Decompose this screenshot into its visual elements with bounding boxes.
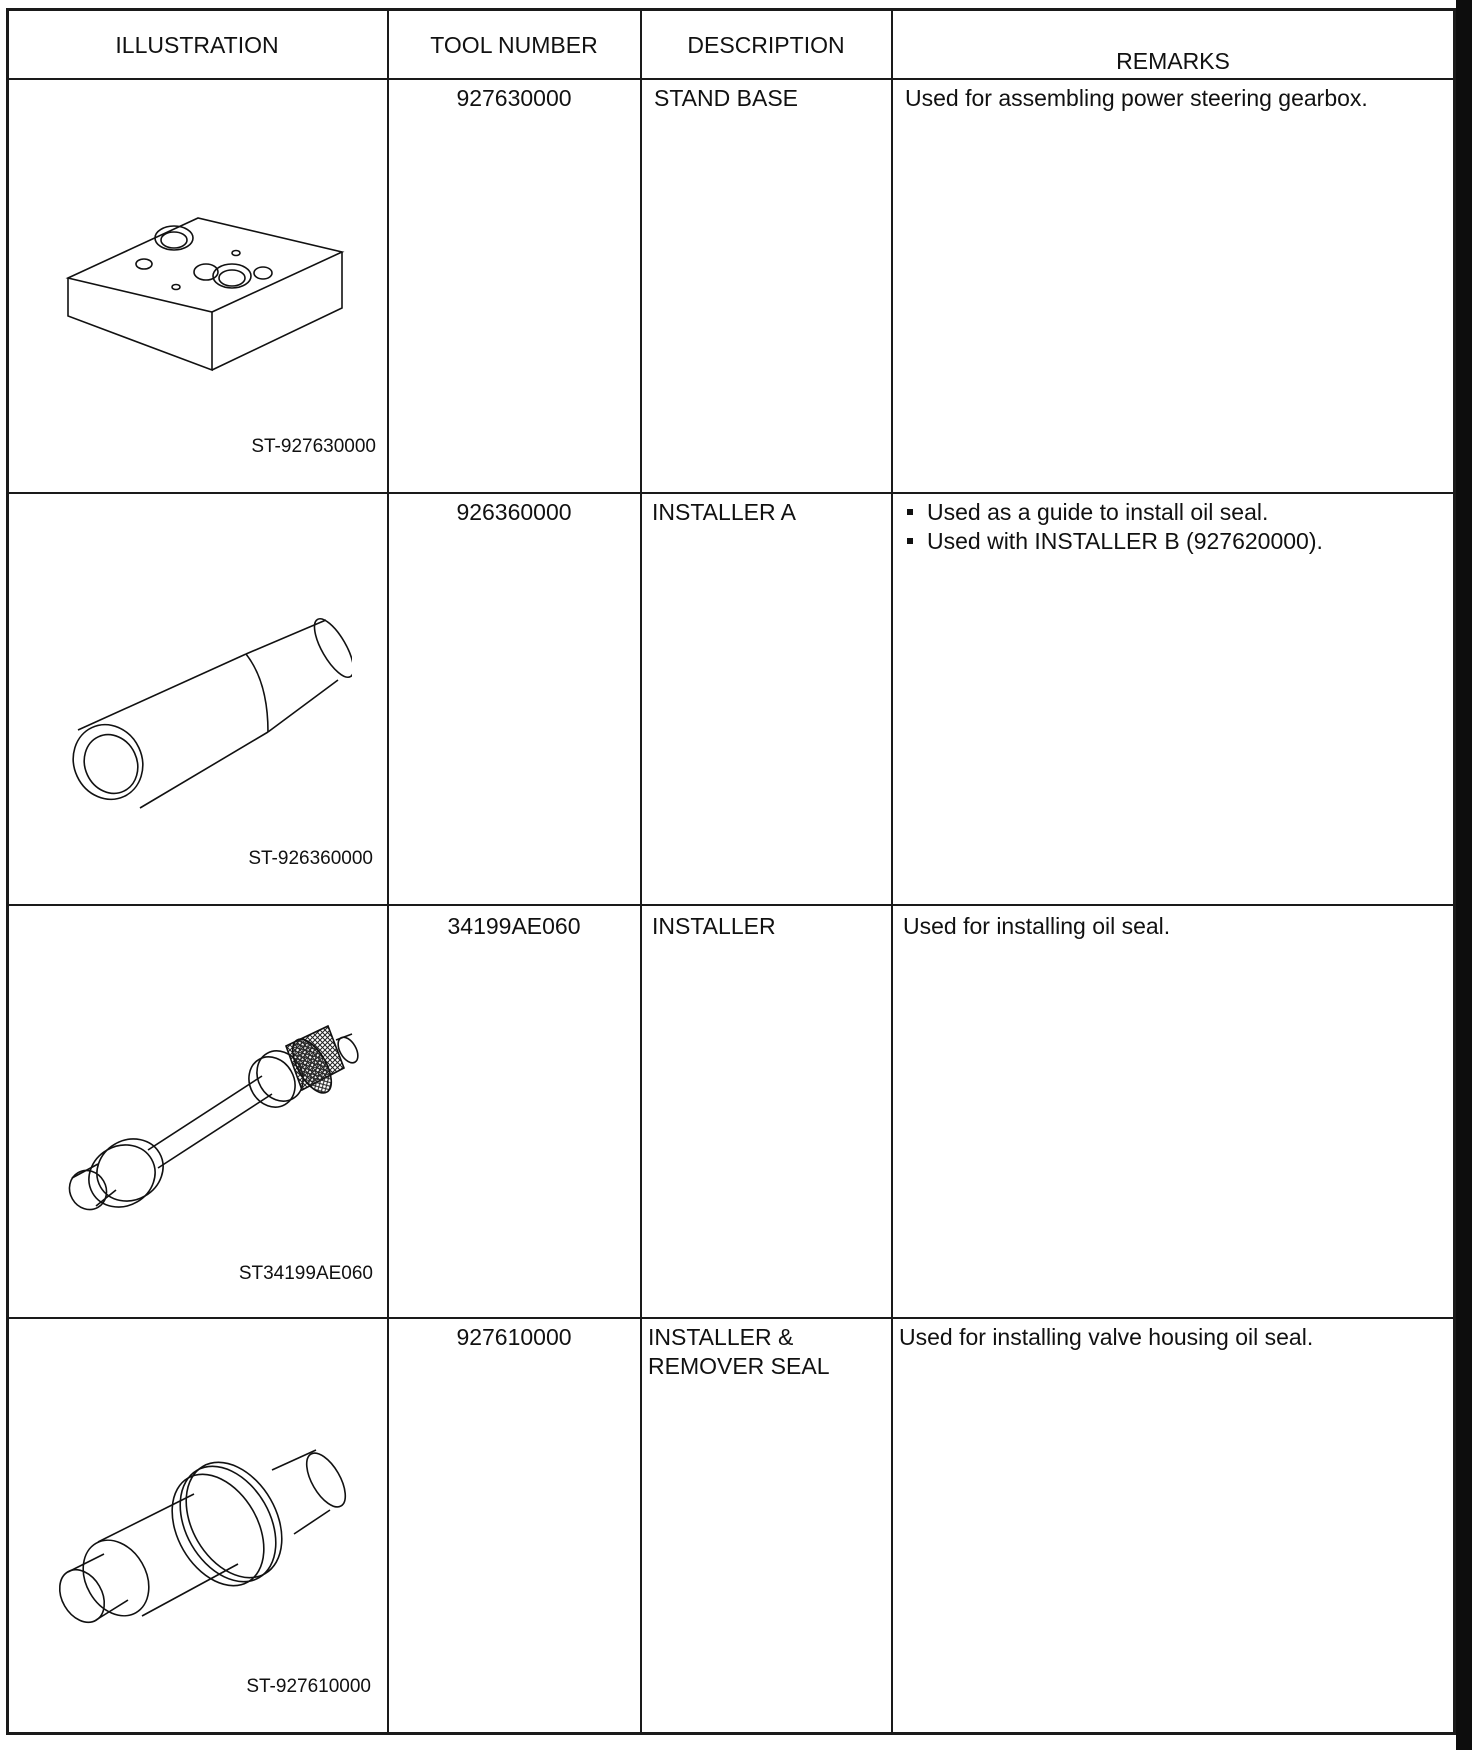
tool-number-cell: 926360000	[456, 499, 572, 525]
description-cell: INSTALLER	[652, 913, 776, 939]
description-cell: STAND BASE	[654, 85, 798, 111]
remark-text: Used for installing valve housing oil seal.	[899, 1324, 1314, 1350]
remarks-cell	[903, 912, 1170, 941]
remarks-cell	[903, 498, 1323, 556]
row-divider	[6, 78, 1456, 80]
column-divider	[640, 8, 642, 1735]
column-divider	[387, 8, 389, 1735]
tapered-installer-icon	[62, 612, 352, 847]
illustration-caption: ST-927610000	[246, 1676, 371, 1697]
header-description: DESCRIPTION	[687, 32, 845, 58]
header-illustration: ILLUSTRATION	[115, 32, 279, 58]
row-divider	[6, 492, 1456, 494]
header-tool-number: TOOL NUMBER	[430, 32, 598, 58]
stand-base-block-icon	[60, 200, 360, 385]
page-edge-bar	[1456, 0, 1472, 1750]
remark-bullet: Used as a guide to install oil seal.	[903, 498, 1323, 527]
tool-number-cell: 927630000	[456, 85, 572, 111]
remark-text: Used for assembling power steering gearbox.	[905, 85, 1368, 111]
tool-number-cell: 34199AE060	[447, 913, 581, 939]
remark-bullet: Used with INSTALLER B (927620000).	[903, 527, 1323, 556]
remarks-cell	[905, 84, 1368, 113]
illustration-caption: ST-926360000	[248, 848, 373, 869]
description-cell: INSTALLER & REMOVER SEAL	[648, 1324, 830, 1379]
header-remarks: REMARKS	[1116, 48, 1230, 74]
shaft-installer-knurled-icon	[50, 1020, 360, 1235]
row-divider	[6, 904, 1456, 906]
remark-text: Used for installing oil seal.	[903, 913, 1171, 939]
description-cell: INSTALLER A	[652, 499, 797, 525]
row-divider	[6, 1317, 1456, 1319]
remarks-cell	[899, 1323, 1313, 1352]
tool-number-cell: 927610000	[456, 1324, 572, 1350]
stepped-seal-installer-icon	[46, 1438, 356, 1653]
illustration-caption: ST34199AE060	[238, 1263, 373, 1284]
illustration-caption: ST-927630000	[251, 436, 376, 457]
column-divider	[891, 8, 893, 1735]
